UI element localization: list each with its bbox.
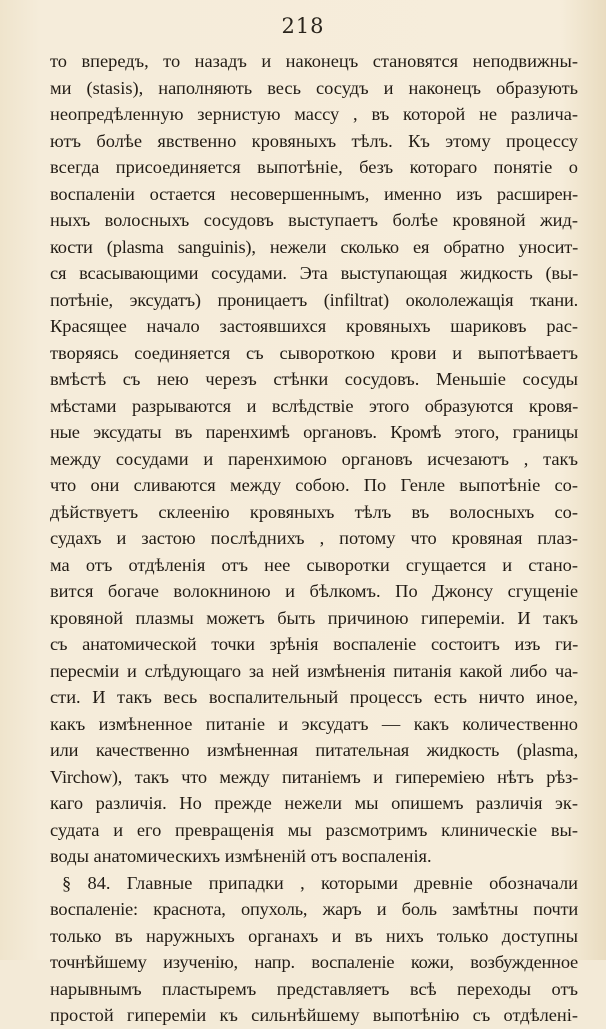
text-line: пересміи и слѣдующаго за ней измѣненія питанія какой либо ча- bbox=[50, 660, 578, 681]
text-line: ные эксудаты въ паренхимѣ органовъ. Кромѣ этого, границы bbox=[50, 422, 578, 442]
section-heading-line: § 84. Главные припадки , которыми древніе обозначали bbox=[62, 872, 578, 893]
text-line: кровяной плазмы можетъ быть причиною гипереміи. И такъ bbox=[50, 607, 578, 628]
text-line: каго различія. Но прежде нежели мы опишемъ различія эк- bbox=[50, 793, 578, 813]
text-line: какъ измѣненное питаніе и эксудатъ — какъ количественно bbox=[50, 713, 578, 734]
text-line: ма отъ отдѣленія отъ нее сыворотки сгущается и стано- bbox=[50, 554, 578, 575]
text-line: потѣніе, эксудатъ) проницаетъ (infiltrat) окололежащія ткани. bbox=[50, 289, 578, 310]
text-line: Virchow), такъ что между питаніемъ и гипереміею нѣтъ рѣз- bbox=[50, 766, 578, 787]
text-line: вмѣстѣ съ нею черезъ стѣнки сосудовъ. Меньшіе сосуды bbox=[50, 369, 578, 389]
text-line: дѣйствуетъ склеенію кровяныхъ тѣлъ въ волосныхъ со- bbox=[50, 501, 578, 522]
text-line: нарывнымъ пластыремъ представляетъ всѣ переходы отъ bbox=[50, 978, 578, 999]
text-line: между сосудами и паренхимою органовъ исчезаютъ , такъ bbox=[50, 448, 578, 469]
text-line: воды анатомическихъ измѣненій отъ воспаленія. bbox=[50, 846, 432, 866]
text-line: то впередъ, то назадъ и наконецъ становятся неподвижны- bbox=[50, 51, 578, 71]
text-line: ютъ болѣе явственно кровяныхъ тѣлъ. Къ этому процессу bbox=[50, 130, 578, 151]
text-line: только въ наружныхъ органахъ и въ нихъ только доступны bbox=[50, 925, 578, 946]
text-line: воспаленіе: краснота, опухоль, жаръ и боль замѣтны почти bbox=[50, 899, 578, 919]
text-line: всегда присоединяется выпотѣніе, безъ котораго понятіе о bbox=[50, 157, 578, 177]
text-line: ми (stasis), наполняють весь сосудъ и наконецъ образують bbox=[50, 77, 578, 98]
text-line: съ анатомической точки зрѣнія воспаленіе состоитъ изъ ги- bbox=[50, 634, 578, 654]
text-line: или качественно измѣненная питательная жидкость (plasma, bbox=[50, 740, 578, 760]
page-number: 218 bbox=[281, 14, 325, 38]
text-line: сти. И такъ весь воспалительный процессъ есть ничто иное, bbox=[50, 687, 578, 707]
text-line: ныхъ волосныхъ сосудовъ выступаетъ болѣе кровяной жид- bbox=[50, 210, 578, 230]
text-line: судата и его превращенія мы разсмотримъ клиническіе вы- bbox=[50, 819, 578, 840]
text-line: неопредѣленную зернистую массу , въ которой не различа- bbox=[50, 104, 578, 124]
text-line: простой гипереміи къ сильнѣйшему выпотѣнію съ отдѣлені- bbox=[50, 1005, 578, 1025]
text-line: творяясь соединяется съ сывороткою крови и выпотѣваетъ bbox=[50, 342, 578, 363]
text-line: ся всасывающими сосудами. Эта выступающая жидкость (вы- bbox=[50, 263, 578, 283]
body-text bbox=[50, 48, 578, 1029]
text-line: кости (plasma sanguinis), нежели сколько ея обратно уносит- bbox=[50, 236, 578, 257]
text-line: Красящее начало застоявшихся кровяныхъ шариковъ рас- bbox=[50, 316, 578, 336]
text-line: что они сливаются между собою. По Генле выпотѣніе со- bbox=[50, 475, 578, 495]
text-line: воспаленіи остается несовершеннымъ, именно изъ расширен- bbox=[50, 183, 578, 204]
text-line: точнѣйшему изученію, напр. воспаленіе кожи, возбужденное bbox=[50, 952, 578, 972]
text-line: судахъ и застою послѣднихъ , потому что кровяная плаз- bbox=[50, 528, 578, 548]
text-line: мѣстами разрываются и вслѣдствіе этого образуются кровя- bbox=[50, 395, 578, 416]
text-line: вится богаче волокниною и бѣлкомъ. По Джонсу сгущеніе bbox=[50, 581, 578, 601]
